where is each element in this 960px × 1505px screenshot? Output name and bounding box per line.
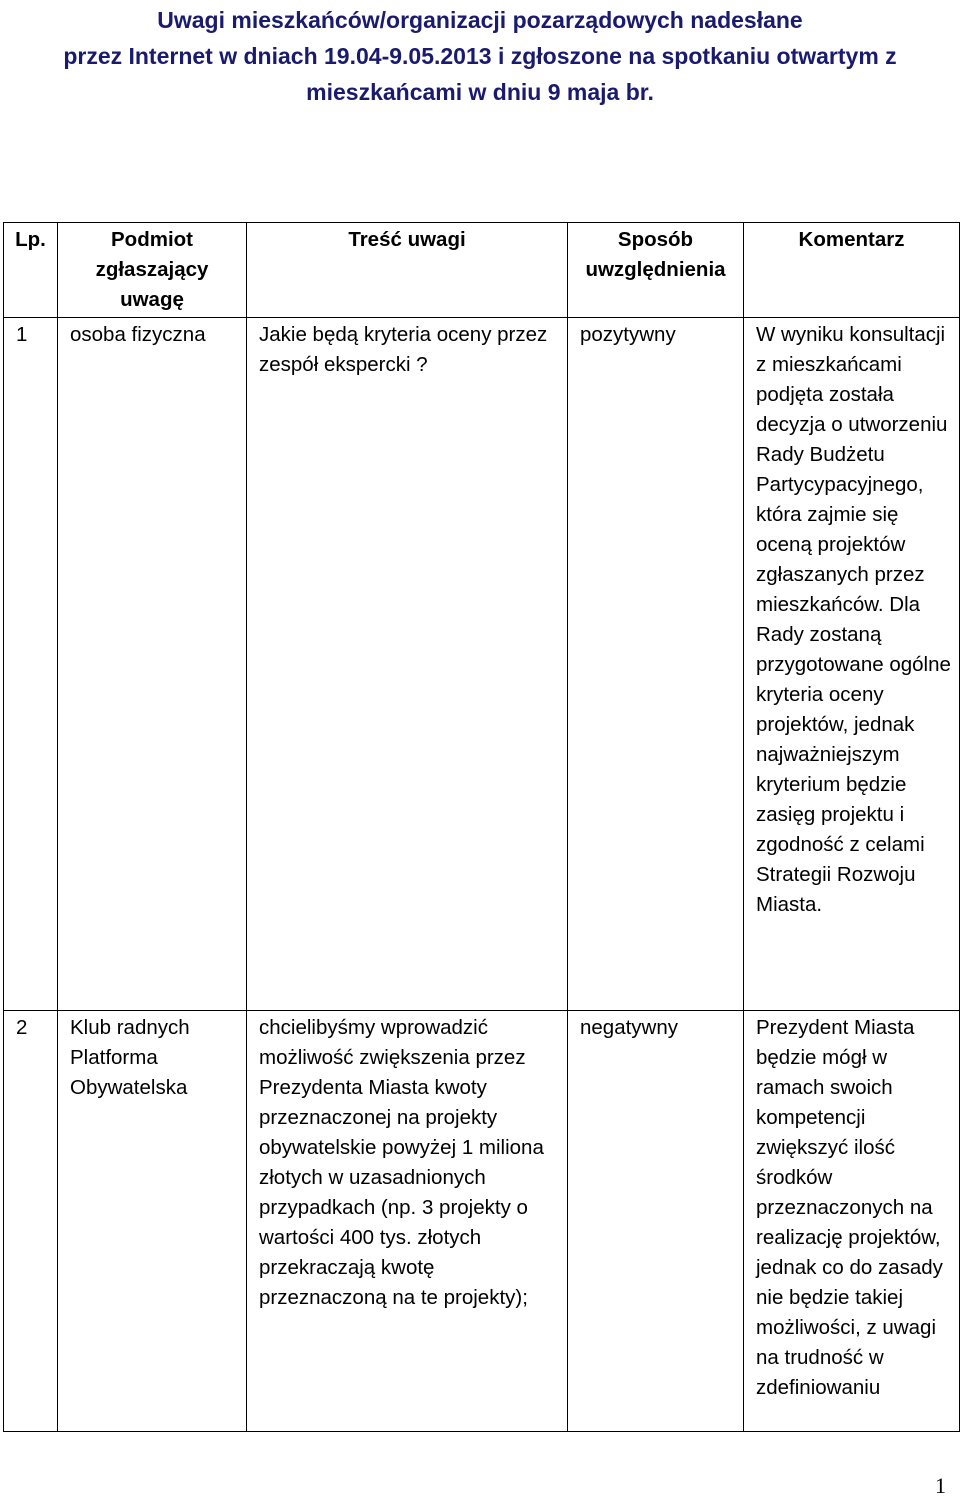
- title-line-3: mieszkańcami w dniu 9 maja br.: [306, 79, 654, 105]
- row-method: negatywny: [568, 1011, 744, 1432]
- row-method: pozytywny: [568, 318, 744, 1011]
- table-header-row: [4, 223, 960, 318]
- header-content: Treść uwagi: [247, 223, 568, 318]
- row-content: Jakie będą kryteria oceny przez zespół ekspercki ?: [247, 318, 568, 1011]
- row-comment: Prezydent Miasta będzie mógł w ramach swoich kompetencji zwiększyć ilość środków przeznaczonych na realizację projektów, jednak co do zasady nie będzie takiej możliwości, z uwagi na trudność w zdefiniowaniu: [744, 1011, 960, 1432]
- header-lp: Lp.: [4, 223, 58, 318]
- title-line-1: Uwagi mieszkańców/organizacji pozarządowych nadesłane: [157, 7, 803, 33]
- header-method: Sposób uwzględnienia: [568, 223, 744, 318]
- row-lp: 2: [4, 1011, 58, 1432]
- title-line-2: przez Internet w dniach 19.04-9.05.2013 i zgłoszone na spotkaniu otwartym z: [63, 43, 897, 69]
- page-number: 1: [935, 1473, 946, 1498]
- table-row: [4, 1011, 960, 1432]
- remarks-table: [3, 222, 960, 1432]
- row-subject: Klub radnych Platforma Obywatelska: [58, 1011, 247, 1432]
- row-lp: 1: [4, 318, 58, 1011]
- header-subject: Podmiot zgłaszający uwagę: [58, 223, 247, 318]
- document-title: [0, 2, 960, 110]
- table-row: [4, 318, 960, 1011]
- header-comment: Komentarz: [744, 223, 960, 318]
- row-content: chcielibyśmy wprowadzić możliwość zwiększenia przez Prezydenta Miasta kwoty przeznaczonej na projekty obywatelskie powyżej 1 miliona złotych w uzasadnionych przypadkach (np. 3 projekty o wartości 400 tys. złotych przekraczają kwotę przeznaczoną na te projekty);: [247, 1011, 568, 1432]
- row-comment: W wyniku konsultacji z mieszkańcami podjęta została decyzja o utworzeniu Rady Budżetu Partycypacyjnego, która zajmie się oceną projektów zgłaszanych przez mieszkańców. Dla Rady zostaną przygotowane ogólne kryteria oceny projektów, jednak najważniejszym kryterium będzie zasięg projektu i zgodność z celami Strategii Rozwoju Miasta.: [744, 318, 960, 1011]
- row-subject: osoba fizyczna: [58, 318, 247, 1011]
